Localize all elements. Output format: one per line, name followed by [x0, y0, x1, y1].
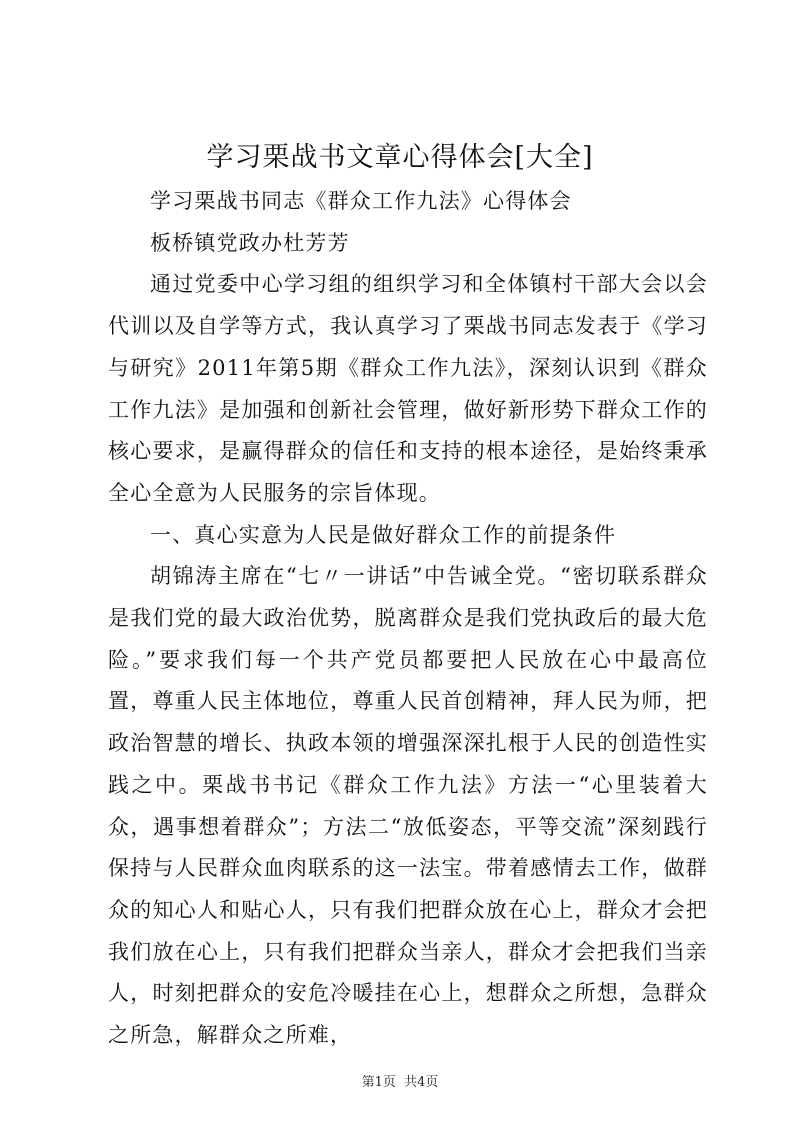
paragraph-body: 胡锦涛主席在“七〃一讲话”中告诫全党。“密切联系群众是我们党的最大政治优势，脱离群众是我们党执政后的最大危险。”要求我们每一个共产党员都要把人民放在心中最高位置，尊重人民主体地位，尊重人民首创精神，拜人民为师，把政治智慧的增长、执政本领的增强深深扎根于人民的创造性实践之中。栗战书书记《群众工作九法》方法一“心里装着大众，遇事想着群众”；方法二“放低姿态，平等交流”深刻践行保持与人民群众血肉联系的这一法宝。带着感情去工作，做群众的知心人和贴心人，只有我们把群众放在心上，群众才会把我们放在心上，只有我们把群众当亲人，群众才会把我们当亲人，时刻把群众的安危冷暖挂在心上，想群众之所想，急群众之所急，解群众之所难，	[108, 564, 708, 1048]
page-footer	[0, 1073, 800, 1093]
paragraph-subtitle: 学习栗战书同志《群众工作九法》心得体会	[150, 189, 572, 213]
paragraph-intro: 通过党委中心学习组的组织学习和全体镇村干部大会以会代训以及自学等方式，我认真学习了栗战书同志发表于《学习与研究》2011年第5期《群众工作九法》，深刻认识到《群众工作九法》是加强和创新社会管理，做好新形势下群众工作的核心要求，是赢得群众的信任和支持的根本途径，是始终秉承全心全意为人民服务的宗旨体现。	[108, 272, 708, 505]
page-total: 共4页	[404, 1075, 439, 1090]
paragraph-author: 板桥镇党政办杜芳芳	[150, 230, 350, 255]
document-title: 学习栗战书文章心得体会[大全]	[206, 142, 594, 173]
section-heading: 一、真心实意为人民是做好群众工作的前提条件	[150, 522, 617, 547]
page-number: 第1页	[361, 1075, 396, 1090]
document-body	[108, 181, 708, 1057]
